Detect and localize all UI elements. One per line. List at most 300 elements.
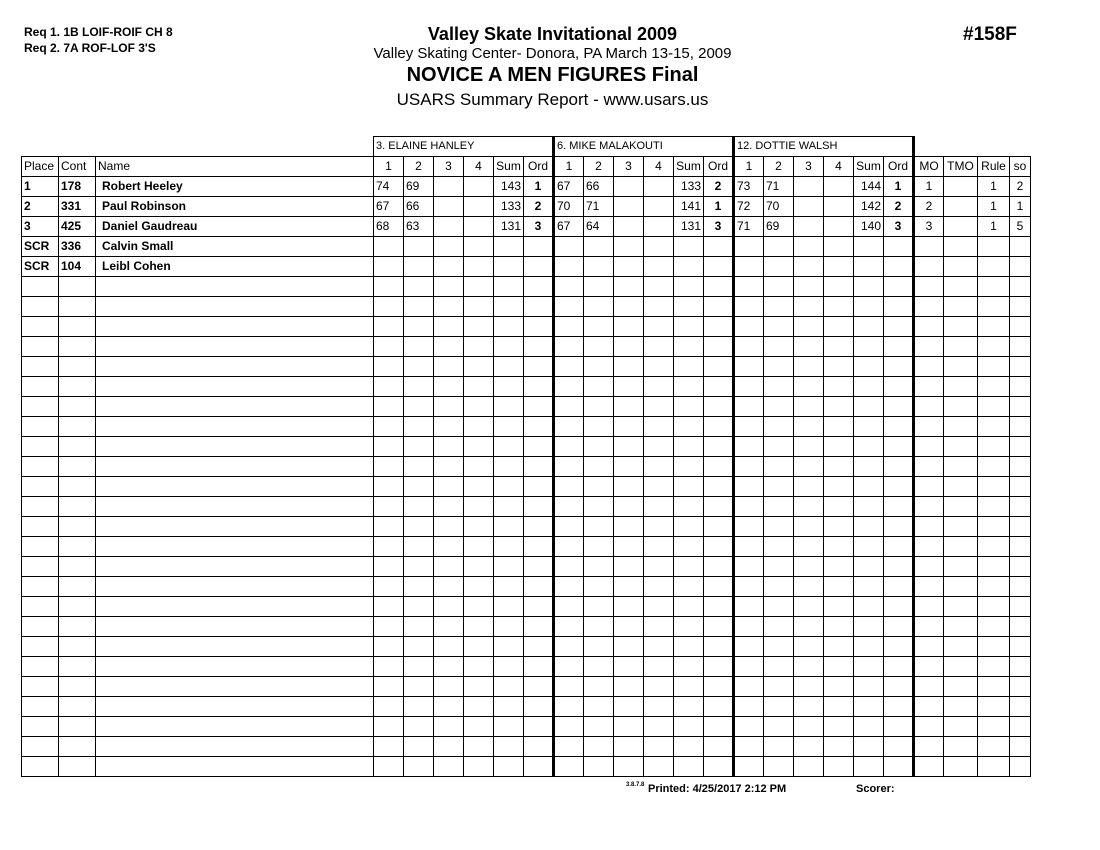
- empty-cell: [22, 357, 59, 377]
- judge-name-1: 3. ELAINE HANLEY: [374, 137, 554, 157]
- empty-cell: [1010, 397, 1031, 417]
- judge-1-score-3: [434, 177, 464, 197]
- empty-cell: [22, 397, 59, 417]
- judge-2-score-4: [644, 237, 674, 257]
- empty-cell: [374, 617, 404, 637]
- empty-cell: [914, 377, 944, 397]
- empty-cell: [854, 317, 884, 337]
- empty-cell: [554, 557, 584, 577]
- empty-cell: [794, 697, 824, 717]
- empty-cell: [734, 357, 764, 377]
- empty-cell: [614, 497, 644, 517]
- empty-cell: [644, 557, 674, 577]
- judge-2-col-header: 1: [554, 157, 584, 177]
- empty-cell: [524, 277, 554, 297]
- empty-cell: [614, 417, 644, 437]
- empty-cell: [944, 277, 978, 297]
- empty-cell: [434, 317, 464, 337]
- empty-cell: [524, 317, 554, 337]
- empty-cell: [884, 417, 914, 437]
- empty-cell: [824, 657, 854, 677]
- empty-cell: [674, 557, 704, 577]
- empty-cell: [854, 457, 884, 477]
- empty-cell: [704, 737, 734, 757]
- empty-cell: [674, 297, 704, 317]
- empty-cell: [734, 657, 764, 677]
- empty-cell: [464, 757, 494, 777]
- empty-cell: [464, 617, 494, 637]
- empty-cell: [494, 337, 524, 357]
- judge-3-score-2: 70: [764, 197, 794, 217]
- judge-1-score-1: [374, 237, 404, 257]
- tmo-cell: [944, 177, 978, 197]
- empty-cell: [824, 277, 854, 297]
- empty-row: [22, 557, 1031, 577]
- mo-cell: 3: [914, 217, 944, 237]
- empty-cell: [794, 677, 824, 697]
- empty-cell: [434, 637, 464, 657]
- empty-cell: [22, 697, 59, 717]
- empty-cell: [644, 717, 674, 737]
- empty-cell: [884, 657, 914, 677]
- empty-cell: [434, 697, 464, 717]
- empty-cell: [674, 597, 704, 617]
- empty-cell: [764, 537, 794, 557]
- cont-cell: 336: [59, 237, 96, 257]
- empty-cell: [464, 717, 494, 737]
- empty-row: [22, 517, 1031, 537]
- empty-cell: [764, 397, 794, 417]
- judge-2-score-5: 141: [674, 197, 704, 217]
- judge-3-col-header: 1: [734, 157, 764, 177]
- empty-cell: [884, 277, 914, 297]
- judge-1-score-2: [404, 257, 434, 277]
- empty-cell: [944, 377, 978, 397]
- mo-header: MO: [914, 157, 944, 177]
- judge-3-score-3: [794, 257, 824, 277]
- report-title: USARS Summary Report - www.usars.us: [396, 90, 709, 109]
- empty-cell: [978, 517, 1010, 537]
- empty-cell: [914, 357, 944, 377]
- empty-cell: [644, 597, 674, 617]
- judge-2-score-4: [644, 257, 674, 277]
- judge-2-score-6: 1: [704, 197, 734, 217]
- empty-row: [22, 417, 1031, 437]
- empty-cell: [614, 717, 644, 737]
- empty-cell: [674, 617, 704, 637]
- empty-cell: [404, 277, 434, 297]
- empty-row: [22, 617, 1031, 637]
- empty-cell: [944, 317, 978, 337]
- name-header: Name: [96, 157, 374, 177]
- empty-cell: [884, 537, 914, 557]
- empty-cell: [914, 677, 944, 697]
- judge-2-score-2: [584, 257, 614, 277]
- empty-cell: [464, 477, 494, 497]
- empty-cell: [884, 517, 914, 537]
- empty-cell: [764, 477, 794, 497]
- empty-cell: [854, 717, 884, 737]
- empty-cell: [824, 517, 854, 537]
- empty-cell: [524, 757, 554, 777]
- empty-cell: [978, 277, 1010, 297]
- judge-name-3: 12. DOTTIE WALSH: [734, 137, 914, 157]
- skater-name: Daniel Gaudreau: [96, 217, 374, 237]
- empty-cell: [704, 357, 734, 377]
- empty-cell: [614, 397, 644, 417]
- venue-line: Valley Skating Center- Donora, PA March 13-15, 2009: [373, 45, 732, 62]
- empty-cell: [614, 557, 644, 577]
- empty-cell: [374, 497, 404, 517]
- empty-cell: [854, 757, 884, 777]
- empty-cell: [704, 597, 734, 617]
- empty-cell: [464, 697, 494, 717]
- empty-cell: [704, 557, 734, 577]
- empty-cell: [978, 637, 1010, 657]
- judge-2-score-3: [614, 217, 644, 237]
- empty-cell: [59, 497, 96, 517]
- empty-row: [22, 637, 1031, 657]
- empty-cell: [944, 357, 978, 377]
- judge-3-col-header: 4: [824, 157, 854, 177]
- empty-cell: [914, 637, 944, 657]
- judge-1-col-header: 1: [374, 157, 404, 177]
- judge-3-col-header: Ord: [884, 157, 914, 177]
- empty-cell: [734, 277, 764, 297]
- judge-1-score-5: [494, 257, 524, 277]
- empty-cell: [1010, 417, 1031, 437]
- judge-1-score-2: 63: [404, 217, 434, 237]
- empty-cell: [704, 397, 734, 417]
- empty-cell: [704, 477, 734, 497]
- empty-cell: [584, 617, 614, 637]
- empty-cell: [404, 357, 434, 377]
- empty-cell: [434, 457, 464, 477]
- empty-cell: [824, 717, 854, 737]
- empty-cell: [374, 337, 404, 357]
- empty-cell: [704, 517, 734, 537]
- empty-cell: [22, 497, 59, 517]
- empty-cell: [914, 437, 944, 457]
- empty-cell: [704, 677, 734, 697]
- judge-2-score-6: [704, 257, 734, 277]
- empty-cell: [884, 637, 914, 657]
- judge-3-score-4: [824, 177, 854, 197]
- empty-cell: [464, 517, 494, 537]
- empty-cell: [914, 317, 944, 337]
- rule-cell: [978, 257, 1010, 277]
- empty-cell: [554, 337, 584, 357]
- judge-1-score-5: 131: [494, 217, 524, 237]
- judge-2-score-1: [554, 237, 584, 257]
- empty-cell: [614, 477, 644, 497]
- empty-cell: [584, 537, 614, 557]
- skater-name: Calvin Small: [96, 237, 374, 257]
- empty-cell: [884, 577, 914, 597]
- judge-header-row: [22, 137, 1031, 157]
- empty-cell: [374, 597, 404, 617]
- empty-cell: [884, 597, 914, 617]
- empty-cell: [96, 557, 374, 577]
- empty-cell: [854, 737, 884, 757]
- empty-row: [22, 577, 1031, 597]
- table-row: [22, 257, 1031, 277]
- empty-cell: [674, 497, 704, 517]
- empty-cell: [854, 297, 884, 317]
- empty-cell: [584, 517, 614, 537]
- empty-cell: [614, 457, 644, 477]
- empty-cell: [884, 677, 914, 697]
- empty-cell: [884, 617, 914, 637]
- empty-cell: [22, 477, 59, 497]
- judge-2-score-5: 133: [674, 177, 704, 197]
- empty-cell: [494, 397, 524, 417]
- empty-cell: [1010, 377, 1031, 397]
- empty-cell: [524, 477, 554, 497]
- empty-cell: [914, 737, 944, 757]
- empty-cell: [674, 277, 704, 297]
- empty-cell: [554, 737, 584, 757]
- empty-cell: [734, 737, 764, 757]
- empty-cell: [978, 297, 1010, 317]
- empty-cell: [734, 637, 764, 657]
- empty-cell: [914, 337, 944, 357]
- empty-row: [22, 717, 1031, 737]
- empty-cell: [674, 397, 704, 417]
- empty-cell: [764, 637, 794, 657]
- empty-cell: [59, 597, 96, 617]
- empty-cell: [704, 457, 734, 477]
- judge-2-score-6: 2: [704, 177, 734, 197]
- empty-cell: [494, 477, 524, 497]
- empty-cell: [764, 317, 794, 337]
- empty-cell: [584, 637, 614, 657]
- judge-3-score-4: [824, 257, 854, 277]
- empty-row: [22, 537, 1031, 557]
- empty-cell: [554, 457, 584, 477]
- empty-cell: [1010, 757, 1031, 777]
- empty-cell: [734, 617, 764, 637]
- judge-1-score-3: [434, 257, 464, 277]
- empty-cell: [944, 397, 978, 417]
- empty-cell: [96, 677, 374, 697]
- judge-2-score-2: 71: [584, 197, 614, 217]
- judge-2-score-6: [704, 237, 734, 257]
- empty-cell: [584, 597, 614, 617]
- rule-cell: 1: [978, 217, 1010, 237]
- empty-cell: [96, 297, 374, 317]
- empty-row: [22, 337, 1031, 357]
- empty-row: [22, 317, 1031, 337]
- empty-cell: [734, 437, 764, 457]
- empty-cell: [734, 417, 764, 437]
- judge-3-score-5: [854, 237, 884, 257]
- empty-cell: [704, 317, 734, 337]
- empty-cell: [854, 477, 884, 497]
- empty-cell: [22, 637, 59, 657]
- empty-cell: [59, 397, 96, 417]
- judge-1-score-1: 68: [374, 217, 404, 237]
- empty-cell: [96, 357, 374, 377]
- empty-cell: [524, 697, 554, 717]
- empty-cell: [884, 457, 914, 477]
- empty-cell: [96, 657, 374, 677]
- empty-cell: [464, 317, 494, 337]
- empty-cell: [1010, 697, 1031, 717]
- empty-cell: [764, 297, 794, 317]
- judge-3-score-6: 3: [884, 217, 914, 237]
- empty-cell: [614, 757, 644, 777]
- empty-cell: [404, 557, 434, 577]
- empty-cell: [404, 417, 434, 437]
- empty-row: [22, 597, 1031, 617]
- empty-cell: [374, 737, 404, 757]
- empty-cell: [374, 757, 404, 777]
- empty-cell: [584, 417, 614, 437]
- empty-cell: [404, 717, 434, 737]
- judge-1-score-2: 66: [404, 197, 434, 217]
- rule-cell: 1: [978, 197, 1010, 217]
- empty-cell: [524, 637, 554, 657]
- judge-3-col-header: 3: [794, 157, 824, 177]
- empty-cell: [764, 377, 794, 397]
- empty-cell: [794, 497, 824, 517]
- empty-cell: [944, 677, 978, 697]
- empty-cell: [404, 477, 434, 497]
- empty-cell: [644, 697, 674, 717]
- empty-cell: [794, 357, 824, 377]
- empty-cell: [944, 717, 978, 737]
- judge-1-score-5: 143: [494, 177, 524, 197]
- empty-cell: [734, 757, 764, 777]
- judge-1-score-4: [464, 257, 494, 277]
- cont-cell: 331: [59, 197, 96, 217]
- empty-cell: [914, 757, 944, 777]
- empty-cell: [524, 297, 554, 317]
- empty-cell: [944, 557, 978, 577]
- empty-cell: [824, 557, 854, 577]
- judge-2-score-4: [644, 197, 674, 217]
- judge-3-score-3: [794, 197, 824, 217]
- empty-cell: [464, 397, 494, 417]
- judge-2-score-6: 3: [704, 217, 734, 237]
- empty-cell: [554, 617, 584, 637]
- empty-cell: [674, 757, 704, 777]
- empty-cell: [794, 397, 824, 417]
- judge-2-score-3: [614, 257, 644, 277]
- empty-cell: [824, 477, 854, 497]
- empty-cell: [59, 737, 96, 757]
- empty-cell: [494, 737, 524, 757]
- empty-cell: [404, 597, 434, 617]
- results-table: [21, 136, 1031, 777]
- empty-row: [22, 497, 1031, 517]
- empty-cell: [734, 717, 764, 737]
- judge-3-score-5: 144: [854, 177, 884, 197]
- empty-cell: [404, 437, 434, 457]
- judge-2-score-3: [614, 237, 644, 257]
- empty-cell: [22, 737, 59, 757]
- requirement-2: Req 2. 7A ROF-LOF 3'S: [24, 41, 156, 55]
- empty-cell: [854, 697, 884, 717]
- empty-cell: [494, 697, 524, 717]
- empty-cell: [374, 297, 404, 317]
- empty-cell: [374, 437, 404, 457]
- empty-cell: [374, 637, 404, 657]
- empty-row: [22, 677, 1031, 697]
- empty-cell: [764, 697, 794, 717]
- empty-cell: [978, 337, 1010, 357]
- empty-cell: [584, 437, 614, 457]
- empty-cell: [524, 357, 554, 377]
- empty-cell: [764, 577, 794, 597]
- empty-cell: [614, 357, 644, 377]
- empty-cell: [614, 577, 644, 597]
- empty-cell: [944, 637, 978, 657]
- empty-cell: [644, 377, 674, 397]
- empty-row: [22, 277, 1031, 297]
- empty-cell: [494, 717, 524, 737]
- empty-cell: [978, 757, 1010, 777]
- empty-cell: [1010, 497, 1031, 517]
- empty-cell: [404, 457, 434, 477]
- empty-cell: [978, 557, 1010, 577]
- empty-cell: [674, 637, 704, 657]
- empty-cell: [914, 277, 944, 297]
- empty-cell: [96, 637, 374, 657]
- empty-cell: [96, 517, 374, 537]
- empty-cell: [764, 717, 794, 737]
- empty-row: [22, 357, 1031, 377]
- empty-cell: [554, 657, 584, 677]
- empty-cell: [96, 397, 374, 417]
- empty-cell: [494, 297, 524, 317]
- empty-cell: [554, 757, 584, 777]
- empty-cell: [674, 697, 704, 717]
- empty-cell: [554, 297, 584, 317]
- empty-cell: [704, 277, 734, 297]
- empty-cell: [434, 297, 464, 317]
- empty-cell: [464, 597, 494, 617]
- empty-cell: [794, 737, 824, 757]
- empty-cell: [96, 417, 374, 437]
- judge-1-score-4: [464, 217, 494, 237]
- empty-cell: [524, 417, 554, 437]
- empty-cell: [404, 677, 434, 697]
- judge-1-score-5: [494, 237, 524, 257]
- empty-cell: [22, 657, 59, 677]
- empty-cell: [464, 457, 494, 477]
- empty-cell: [96, 737, 374, 757]
- empty-cell: [704, 417, 734, 437]
- judge-3-score-1: 71: [734, 217, 764, 237]
- empty-cell: [96, 317, 374, 337]
- judge-3-score-1: [734, 237, 764, 257]
- empty-cell: [22, 337, 59, 357]
- empty-cell: [96, 337, 374, 357]
- empty-cell: [59, 317, 96, 337]
- empty-cell: [764, 417, 794, 437]
- judge-2-score-3: [614, 177, 644, 197]
- empty-cell: [22, 717, 59, 737]
- empty-cell: [554, 537, 584, 557]
- empty-cell: [554, 477, 584, 497]
- empty-cell: [584, 657, 614, 677]
- place-cell: 1: [22, 177, 59, 197]
- judge-3-score-4: [824, 197, 854, 217]
- blank-cell: [914, 137, 1031, 157]
- empty-cell: [494, 317, 524, 337]
